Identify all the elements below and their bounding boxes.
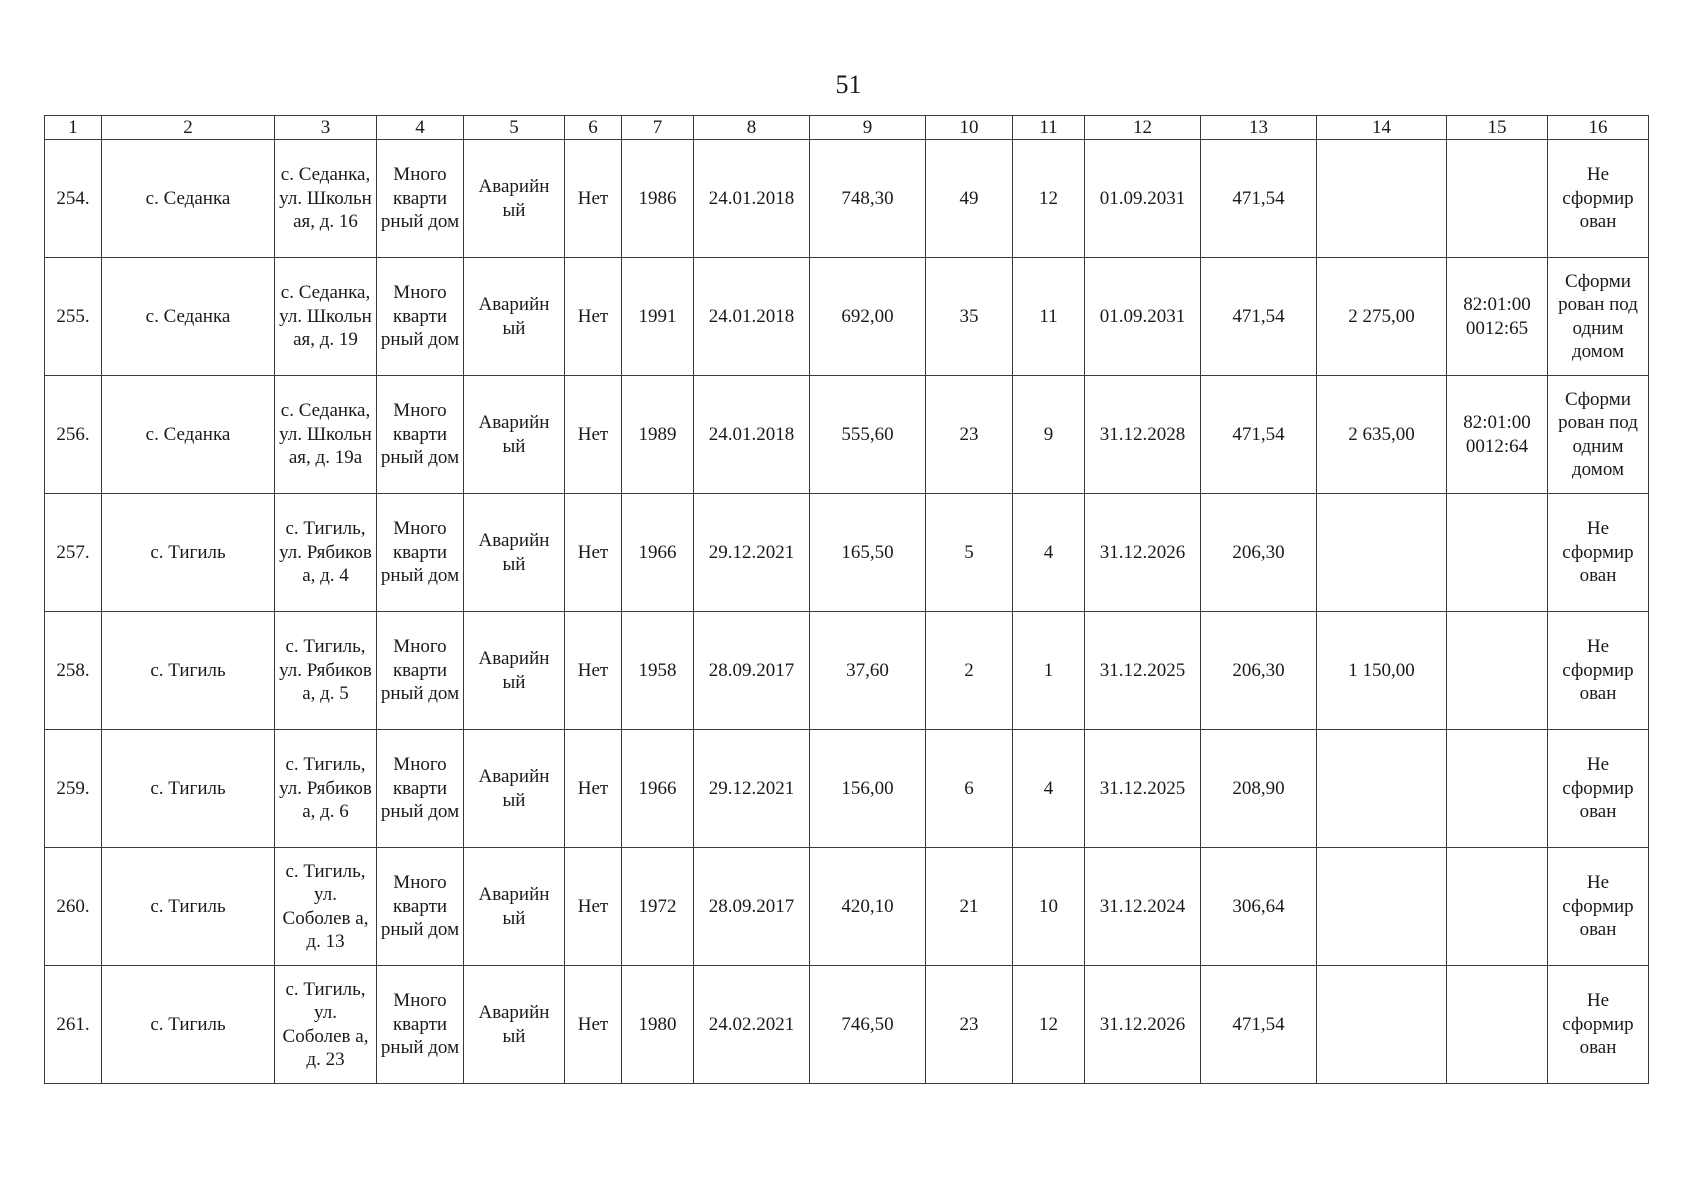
- year-built-cell: 1958: [622, 612, 694, 730]
- address-cell: с. Седанка, ул. Школьн ая, д. 19: [275, 258, 377, 376]
- recognition-date-cell: 24.01.2018: [694, 376, 810, 494]
- column-number: 10: [926, 116, 1013, 140]
- table-body: [45, 140, 1649, 1084]
- flag-cell: Нет: [565, 848, 622, 966]
- row-number-cell: 259.: [45, 730, 102, 848]
- column-number: 14: [1317, 116, 1447, 140]
- locality-cell: с. Тигиль: [102, 848, 275, 966]
- address-cell: с. Седанка, ул. Школьн ая, д. 19а: [275, 376, 377, 494]
- cadastral-number-cell: [1447, 730, 1548, 848]
- cost-cell: 471,54: [1201, 966, 1317, 1084]
- area-cell: 156,00: [810, 730, 926, 848]
- page-number: 51: [835, 70, 862, 99]
- column-number: 5: [464, 116, 565, 140]
- land-status-cell: Сформи рован под одним домом: [1548, 258, 1649, 376]
- condition-cell: Аварийн ый: [464, 376, 565, 494]
- cadastral-number-cell: 82:01:00 0012:64: [1447, 376, 1548, 494]
- condition-cell: Аварийн ый: [464, 730, 565, 848]
- land-area-cell: 1 150,00: [1317, 612, 1447, 730]
- recognition-date-cell: 28.09.2017: [694, 612, 810, 730]
- units-cell: 4: [1013, 494, 1085, 612]
- address-cell: с. Тигиль, ул. Рябиков а, д. 4: [275, 494, 377, 612]
- column-number-row: [45, 116, 1649, 140]
- residents-cell: 21: [926, 848, 1013, 966]
- land-status-cell: Не сформир ован: [1548, 612, 1649, 730]
- year-built-cell: 1980: [622, 966, 694, 1084]
- column-number: 11: [1013, 116, 1085, 140]
- condition-cell: Аварийн ый: [464, 966, 565, 1084]
- land-status-cell: Не сформир ован: [1548, 140, 1649, 258]
- resettlement-deadline-cell: 01.09.2031: [1085, 258, 1201, 376]
- residents-cell: 23: [926, 966, 1013, 1084]
- land-status-cell: Не сформир ован: [1548, 730, 1649, 848]
- resettlement-deadline-cell: 01.09.2031: [1085, 140, 1201, 258]
- condition-cell: Аварийн ый: [464, 612, 565, 730]
- units-cell: 9: [1013, 376, 1085, 494]
- year-built-cell: 1966: [622, 494, 694, 612]
- area-cell: 555,60: [810, 376, 926, 494]
- units-cell: 11: [1013, 258, 1085, 376]
- year-built-cell: 1972: [622, 848, 694, 966]
- address-cell: с. Тигиль, ул. Соболев а, д. 23: [275, 966, 377, 1084]
- flag-cell: Нет: [565, 494, 622, 612]
- building-type-cell: Много кварти рный дом: [377, 494, 464, 612]
- area-cell: 748,30: [810, 140, 926, 258]
- year-built-cell: 1966: [622, 730, 694, 848]
- cost-cell: 471,54: [1201, 376, 1317, 494]
- land-area-cell: [1317, 140, 1447, 258]
- row-number-cell: 261.: [45, 966, 102, 1084]
- area-cell: 37,60: [810, 612, 926, 730]
- building-type-cell: Много кварти рный дом: [377, 612, 464, 730]
- cost-cell: 206,30: [1201, 494, 1317, 612]
- column-number: 1: [45, 116, 102, 140]
- residents-cell: 23: [926, 376, 1013, 494]
- cadastral-number-cell: [1447, 140, 1548, 258]
- flag-cell: Нет: [565, 376, 622, 494]
- cadastral-number-cell: [1447, 494, 1548, 612]
- condition-cell: Аварийн ый: [464, 258, 565, 376]
- locality-cell: с. Тигиль: [102, 730, 275, 848]
- address-cell: с. Тигиль, ул. Рябиков а, д. 5: [275, 612, 377, 730]
- cost-cell: 306,64: [1201, 848, 1317, 966]
- units-cell: 10: [1013, 848, 1085, 966]
- locality-cell: с. Седанка: [102, 258, 275, 376]
- column-number: 12: [1085, 116, 1201, 140]
- year-built-cell: 1986: [622, 140, 694, 258]
- units-cell: 12: [1013, 140, 1085, 258]
- land-status-cell: Не сформир ован: [1548, 966, 1649, 1084]
- land-status-cell: Не сформир ован: [1548, 848, 1649, 966]
- year-built-cell: 1989: [622, 376, 694, 494]
- units-cell: 12: [1013, 966, 1085, 1084]
- flag-cell: Нет: [565, 966, 622, 1084]
- area-cell: 746,50: [810, 966, 926, 1084]
- recognition-date-cell: 24.01.2018: [694, 258, 810, 376]
- cost-cell: 208,90: [1201, 730, 1317, 848]
- recognition-date-cell: 28.09.2017: [694, 848, 810, 966]
- table-row: [45, 140, 1649, 258]
- row-number-cell: 254.: [45, 140, 102, 258]
- table-row: [45, 376, 1649, 494]
- resettlement-deadline-cell: 31.12.2024: [1085, 848, 1201, 966]
- locality-cell: с. Тигиль: [102, 494, 275, 612]
- land-area-cell: [1317, 966, 1447, 1084]
- recognition-date-cell: 29.12.2021: [694, 494, 810, 612]
- residents-cell: 5: [926, 494, 1013, 612]
- building-type-cell: Много кварти рный дом: [377, 730, 464, 848]
- address-cell: с. Тигиль, ул. Соболев а, д. 13: [275, 848, 377, 966]
- column-number: 3: [275, 116, 377, 140]
- locality-cell: с. Тигиль: [102, 612, 275, 730]
- table-row: [45, 612, 1649, 730]
- cost-cell: 471,54: [1201, 258, 1317, 376]
- building-type-cell: Много кварти рный дом: [377, 848, 464, 966]
- cadastral-number-cell: [1447, 612, 1548, 730]
- recognition-date-cell: 24.02.2021: [694, 966, 810, 1084]
- locality-cell: с. Седанка: [102, 376, 275, 494]
- land-status-cell: Сформи рован под одним домом: [1548, 376, 1649, 494]
- column-number: 9: [810, 116, 926, 140]
- condition-cell: Аварийн ый: [464, 140, 565, 258]
- condition-cell: Аварийн ый: [464, 848, 565, 966]
- resettlement-deadline-cell: 31.12.2025: [1085, 612, 1201, 730]
- row-number-cell: 260.: [45, 848, 102, 966]
- row-number-cell: 255.: [45, 258, 102, 376]
- resettlement-deadline-cell: 31.12.2025: [1085, 730, 1201, 848]
- column-number: 15: [1447, 116, 1548, 140]
- residents-cell: 49: [926, 140, 1013, 258]
- table-row: [45, 966, 1649, 1084]
- flag-cell: Нет: [565, 258, 622, 376]
- column-number: 16: [1548, 116, 1649, 140]
- cadastral-number-cell: [1447, 848, 1548, 966]
- table-row: [45, 494, 1649, 612]
- column-number: 7: [622, 116, 694, 140]
- land-area-cell: [1317, 730, 1447, 848]
- address-cell: с. Седанка, ул. Школьн ая, д. 16: [275, 140, 377, 258]
- locality-cell: с. Седанка: [102, 140, 275, 258]
- cost-cell: 206,30: [1201, 612, 1317, 730]
- cost-cell: 471,54: [1201, 140, 1317, 258]
- area-cell: 420,10: [810, 848, 926, 966]
- recognition-date-cell: 24.01.2018: [694, 140, 810, 258]
- residents-cell: 2: [926, 612, 1013, 730]
- flag-cell: Нет: [565, 140, 622, 258]
- cadastral-number-cell: 82:01:00 0012:65: [1447, 258, 1548, 376]
- year-built-cell: 1991: [622, 258, 694, 376]
- units-cell: 1: [1013, 612, 1085, 730]
- table-row: [45, 730, 1649, 848]
- building-type-cell: Много кварти рный дом: [377, 376, 464, 494]
- land-status-cell: Не сформир ован: [1548, 494, 1649, 612]
- column-number: 2: [102, 116, 275, 140]
- residents-cell: 35: [926, 258, 1013, 376]
- housing-register-table: [44, 115, 1649, 1084]
- building-type-cell: Много кварти рный дом: [377, 140, 464, 258]
- column-number: 8: [694, 116, 810, 140]
- column-number: 13: [1201, 116, 1317, 140]
- residents-cell: 6: [926, 730, 1013, 848]
- address-cell: с. Тигиль, ул. Рябиков а, д. 6: [275, 730, 377, 848]
- flag-cell: Нет: [565, 612, 622, 730]
- locality-cell: с. Тигиль: [102, 966, 275, 1084]
- recognition-date-cell: 29.12.2021: [694, 730, 810, 848]
- land-area-cell: 2 275,00: [1317, 258, 1447, 376]
- building-type-cell: Много кварти рный дом: [377, 966, 464, 1084]
- row-number-cell: 258.: [45, 612, 102, 730]
- resettlement-deadline-cell: 31.12.2026: [1085, 966, 1201, 1084]
- area-cell: 165,50: [810, 494, 926, 612]
- column-number: 6: [565, 116, 622, 140]
- cadastral-number-cell: [1447, 966, 1548, 1084]
- land-area-cell: 2 635,00: [1317, 376, 1447, 494]
- building-type-cell: Много кварти рный дом: [377, 258, 464, 376]
- condition-cell: Аварийн ый: [464, 494, 565, 612]
- table-row: [45, 258, 1649, 376]
- table-row: [45, 848, 1649, 966]
- row-number-cell: 257.: [45, 494, 102, 612]
- units-cell: 4: [1013, 730, 1085, 848]
- column-number: 4: [377, 116, 464, 140]
- row-number-cell: 256.: [45, 376, 102, 494]
- resettlement-deadline-cell: 31.12.2028: [1085, 376, 1201, 494]
- area-cell: 692,00: [810, 258, 926, 376]
- resettlement-deadline-cell: 31.12.2026: [1085, 494, 1201, 612]
- flag-cell: Нет: [565, 730, 622, 848]
- land-area-cell: [1317, 494, 1447, 612]
- land-area-cell: [1317, 848, 1447, 966]
